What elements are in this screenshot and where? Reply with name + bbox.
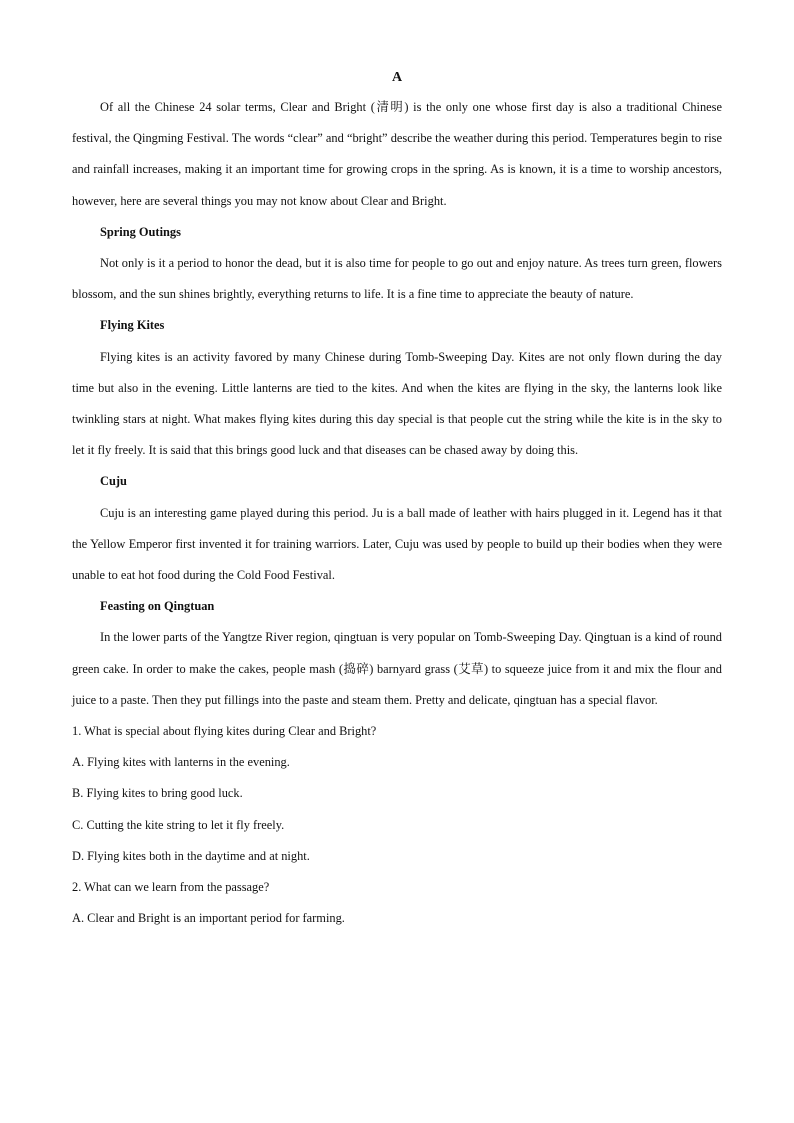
question-1-option-a: A. Flying kites with lanterns in the evening. <box>72 755 290 770</box>
section-heading-spring-outings: Spring Outings <box>100 224 181 239</box>
question-1-option-d: D. Flying kites both in the daytime and at night. <box>72 848 310 863</box>
question-2-option-a: A. Clear and Bright is an important period for farming. <box>72 911 345 926</box>
passage-title: A <box>391 70 403 85</box>
spring-outings-paragraph: Not only is it a period to honor the dead, but it is also time for people to go out and enjoy nature. As trees turn green, flowers blossom, and the sun shines brightly, everything returns to life. It is a fine time to appreciate the beauty of nature. <box>72 256 722 302</box>
flying-kites-paragraph: Flying kites is an activity favored by many Chinese during Tomb-Sweeping Day. Kites are not only flown during the day time but also in the evening. Little lanterns are tied to the kites. And when the kites are flying in the sky, the lanterns look like twinkling stars at night. What makes flying kites during this day special is that people cut the string while the kite is in the sky to let it fly freely. It is said that this brings good luck and that diseases can be chased away by doing this. <box>72 349 722 458</box>
question-1-option-c: C. Cutting the kite string to let it fly freely. <box>72 817 285 832</box>
question-1-option-b: B. Flying kites to bring good luck. <box>72 786 243 801</box>
section-heading-cuju: Cuju <box>100 474 127 489</box>
section-heading-flying-kites: Flying Kites <box>100 318 165 333</box>
qingtuan-paragraph: In the lower parts of the Yangtze River region, qingtuan is very popular on Tomb-Sweeping Day. Qingtuan is a kind of round green cake. In order to make the cakes, people mash (捣碎) barnyard grass (艾草) to squeeze juice from it and mix the flour and juice to a paste. Then they put fillings into the paste and steam them. Pretty and delicate, qingtuan has a special flavor. <box>72 630 722 707</box>
question-1: 1. What is special about flying kites during Clear and Bright? <box>72 724 377 739</box>
intro-paragraph: Of all the Chinese 24 solar terms, Clear and Bright (清明) is the only one whose first day is also a traditional Chinese festival, the Qingming Festival. The words “clear” and “bright” describe the weather during this period. Temperatures begin to rise and rainfall increases, making it an important time for growing crops in the spring. As is known, it is a time to worship ancestors, however, here are several things you may not know about Clear and Bright. <box>72 100 722 208</box>
section-heading-qingtuan: Feasting on Qingtuan <box>100 599 215 614</box>
question-2: 2. What can we learn from the passage? <box>72 880 270 895</box>
passage-content <box>72 92 722 934</box>
cuju-paragraph: Cuju is an interesting game played during this period. Ju is a ball made of leather with hairs plugged in it. Legend has it that the Yellow Emperor first invented it for training warriors. Later, Cuju was used by people to build up their bodies when they were unable to eat hot food during the Cold Food Festival. <box>72 505 722 583</box>
